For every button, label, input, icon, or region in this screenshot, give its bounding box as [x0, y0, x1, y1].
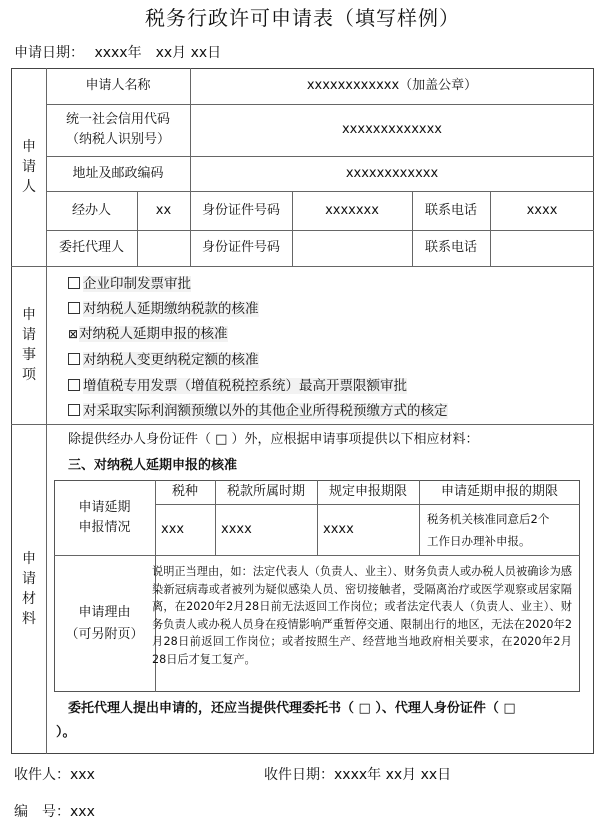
checkbox-icon[interactable]	[68, 379, 80, 391]
cell-deadline: xxxx	[323, 521, 354, 537]
checkbox-icon[interactable]	[68, 302, 80, 314]
header-tax-period: 税款所属时期	[226, 484, 305, 499]
agent-phone-value	[490, 230, 594, 266]
serial-number	[14, 801, 95, 821]
application-date	[14, 42, 227, 62]
credit-code-value: xxxxxxxxxxxxx	[341, 122, 442, 137]
agent-id-label: 身份证件号码	[201, 240, 280, 255]
matter-option-4[interactable]: 对纳税人变更纳税定额的核准	[68, 351, 259, 369]
section-divider	[11, 424, 594, 425]
checkbox-icon[interactable]	[68, 404, 80, 416]
address-value: xxxxxxxxxxxx	[345, 165, 439, 181]
receive-date	[264, 764, 451, 784]
delay-situation-label: 申请延期 申报情况	[78, 499, 131, 535]
handler-label: 经办人	[71, 202, 111, 218]
checkbox-icon[interactable]	[68, 277, 80, 289]
section-divider	[11, 266, 594, 267]
handler-phone-label: 联系电话	[424, 202, 477, 218]
header-tax-type: 税种	[171, 484, 198, 499]
header-extension-period: 申请延期申报的期限	[440, 484, 558, 499]
agent-label: 委托代理人	[58, 240, 124, 255]
agent-id-value	[292, 230, 412, 266]
matter-option-2[interactable]: 对纳税人延期缴纳税款的核准	[68, 300, 259, 318]
agent-materials-note: 委托代理人提出申请的，还应当提供代理委托书（ □ ）、代理人身份证件（ □	[68, 701, 516, 716]
matter-option-3[interactable]: ⊠对纳税人延期申报的核准	[68, 326, 228, 342]
cell-tax-period: xxxx	[221, 521, 252, 537]
receiver-label: 收件人：	[14, 767, 70, 783]
materials-intro: 除提供经办人身份证件（ □ ）外，应根据申请事项提供以下相应材料：	[68, 432, 479, 447]
agent-value	[137, 230, 190, 266]
receive-date-value: xxxx年 xx月 xx日	[334, 767, 452, 783]
reason-text: 说明正当理由，如：法定代表人（负责人、业主）、财务负责人或办税人员被确诊为感染新冠病毒或者被列为疑似感染人员、密切接触者，受隔离治疗或医学观察或居家隔离，在2020年2月28日前无法返回工作岗位；或者法定代表人（负责人、业主）、财务负责人或办税人员身在疫情影响严重暂停交通、限制出行的地区，无法在2020年2月28日前返回工作岗位；或者按照生产、经营地当地政府相关要求，在2020年2月28日后才复工复产。	[152, 565, 572, 666]
serial-number-value: xxx	[70, 804, 95, 820]
applicant-section-label: 申请人	[22, 139, 36, 195]
receiver-value: xxx	[70, 767, 95, 783]
application-date-value: xxxx年 xx月 xx日	[94, 45, 222, 61]
agent-materials-note-end: ）。	[56, 725, 76, 740]
credit-code-label: 统一社会信用代码 （纳税人识别号）	[65, 112, 170, 147]
receiver	[14, 764, 95, 784]
agent-phone-label: 联系电话	[424, 240, 477, 255]
matter-option-6[interactable]: 对采取实际利润额预缴以外的其他企业所得税预缴方式的核定	[68, 402, 448, 420]
page-title: 税务行政许可申请表（填写样例）	[145, 6, 460, 30]
applicant-name-label: 申请人名称	[85, 78, 151, 93]
handler-id-value: xxxxxxx	[325, 202, 379, 218]
matters-section-label: 申请事项	[22, 307, 36, 383]
receive-date-label: 收件日期：	[264, 767, 334, 783]
application-date-label: 申请日期：	[14, 45, 84, 61]
handler-id-label: 身份证件号码	[201, 202, 280, 218]
materials-section-label: 申请材料	[22, 551, 36, 627]
checked-checkbox-icon[interactable]: ⊠	[68, 327, 79, 341]
handler-phone-value: xxxx	[526, 202, 558, 218]
serial-number-label: 编 号：	[14, 804, 70, 820]
matter-option-1[interactable]: 企业印制发票审批	[68, 275, 191, 293]
handler-value: xx	[155, 202, 172, 218]
applicant-name-value: xxxxxxxxxxxx（加盖公章）	[306, 78, 478, 93]
checkbox-icon[interactable]	[68, 353, 80, 365]
materials-subheading: 三、对纳税人延期申报的核准	[68, 458, 238, 473]
cell-extension-note: 税务机关核准同意后2个 工作日办理补申报。	[427, 511, 550, 548]
reason-label: 申请理由 （可另附页）	[65, 604, 144, 642]
matter-option-5[interactable]: 增值税专用发票（增值税税控系统）最高开票限额审批	[68, 377, 407, 395]
address-label: 地址及邮政编码	[72, 165, 164, 181]
header-deadline: 规定申报期限	[328, 484, 407, 499]
cell-tax-type: xxx	[161, 521, 185, 537]
